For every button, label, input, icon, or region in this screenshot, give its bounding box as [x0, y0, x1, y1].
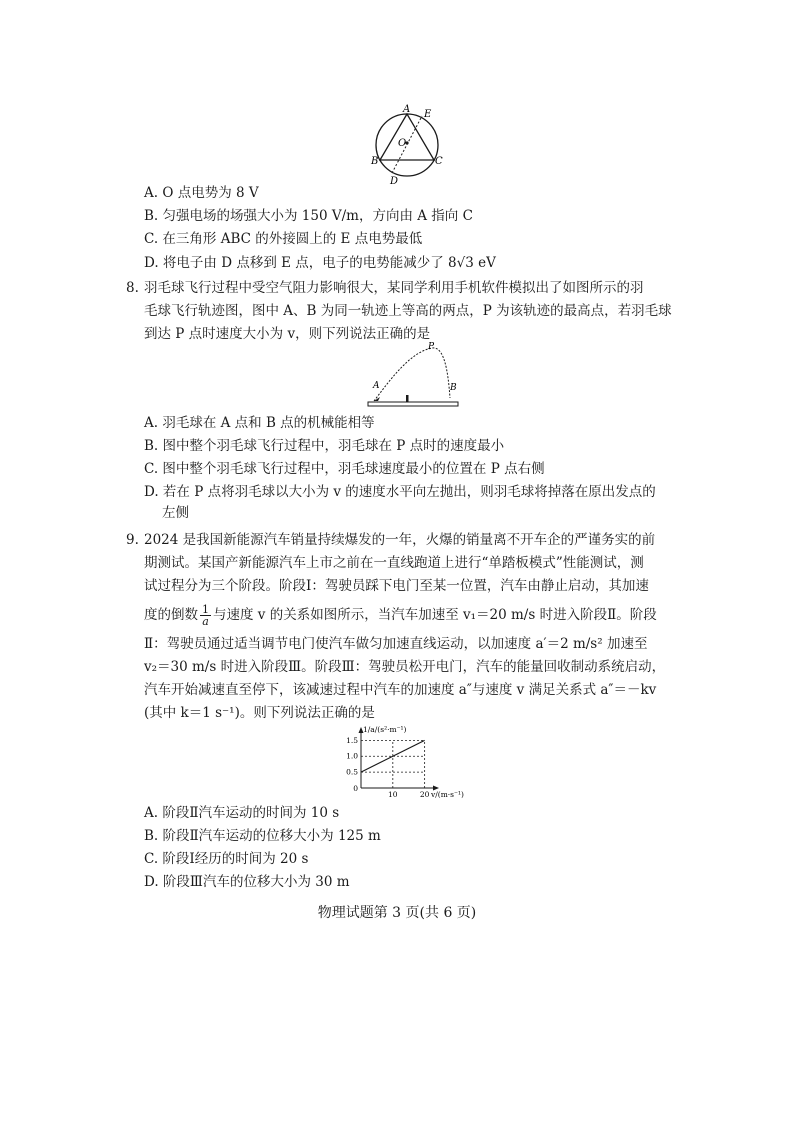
q8-option-a: A. 羽毛球在 A 点和 B 点的机械能相等 — [144, 415, 375, 431]
y-tick-label: 0.5 — [346, 767, 358, 777]
q7-option-d: D. 将电子由 D 点移到 E 点，电子的电势能减少了 8√3 eV — [144, 255, 496, 271]
label-p: P — [428, 342, 435, 352]
q8-option-d-cont-prefix: 左 — [162, 505, 176, 521]
q8-number: 8. — [126, 280, 139, 296]
label-d: D — [390, 176, 399, 187]
q8-option-c: C. 图中整个羽毛球飞行过程中，羽毛球速度最小的位置在 P 点右侧 — [144, 461, 545, 477]
label-e: E — [424, 109, 432, 120]
circle-triangle-figure — [360, 100, 470, 190]
q9-option-c: C. 阶段Ⅰ经历的时间为 20 s — [144, 851, 309, 867]
q9-text-line-8: (其中 k＝1 s⁻¹)。则下列说法正确的是 — [144, 705, 375, 721]
trajectory-curve — [374, 348, 450, 401]
chart-xlabel: v/(m·s⁻¹) — [431, 790, 464, 799]
q9-graph — [335, 722, 475, 800]
y-tick-label: 1.0 — [346, 751, 358, 761]
chart-ticks — [346, 736, 430, 799]
circumcircle — [376, 114, 438, 176]
reciprocal-fraction — [200, 604, 211, 627]
q9-text-line-7: 汽车开始减速直至停下，该减速过程中汽车的加速度 a″与速度 v 满足关系式 a″＝－kv — [144, 682, 657, 698]
q8-option-d-cont — [162, 503, 189, 523]
q8-text-line-3: 到达 P 点时速度大小为 v，则下列说法正确的是 — [144, 326, 431, 342]
q9-text-line-2: 期测试。某国产新能源汽车上市之前在一直线跑道上进行“单踏板模式”性能测试，测 — [144, 555, 644, 571]
label-o: O — [398, 138, 407, 149]
chart-ylabel: 1/a/(s²·m⁻¹) — [363, 725, 407, 734]
fraction-numerator: 1 — [202, 603, 209, 616]
q9-number: 9. — [126, 532, 139, 548]
q7-option-c: C. 在三角形 ABC 的外接圆上的 E 点电势最低 — [144, 231, 423, 247]
chart-guides — [361, 740, 425, 788]
fraction-denominator: a — [202, 615, 209, 628]
y-tick-label: 0 — [353, 784, 358, 793]
q8-option-d-cont-text: 侧 — [175, 505, 189, 521]
q9-option-b: B. 阶段Ⅱ汽车运动的位移大小为 125 m — [144, 828, 381, 844]
q7-option-b: B. 匀强电场的场强大小为 150 V/m，方向由 A 指向 C — [144, 208, 473, 224]
q9-option-d: D. 阶段Ⅲ汽车的位移大小为 30 m — [144, 874, 350, 890]
q9-line4-b: 与速度 v 的关系如图所示，当汽车加速至 v₁＝20 m/s 时进入阶段Ⅱ。阶段 — [213, 607, 657, 623]
trajectory-figure — [360, 340, 470, 410]
net-post — [406, 395, 409, 402]
y-tick-label: 1.5 — [346, 735, 358, 745]
q9-line4-a: 度的倒数 — [144, 607, 198, 623]
ground-plate — [368, 402, 458, 406]
q8-text-line-1: 羽毛球飞行过程中受空气阻力影响很大，某同学利用手机软件模拟出了如图所示的羽 — [144, 280, 644, 296]
label-a: A — [373, 381, 380, 391]
q9-option-a: A. 阶段Ⅱ汽车运动的时间为 10 s — [144, 805, 340, 821]
page-footer: 物理试题第 3 页(共 6 页) — [317, 905, 477, 921]
label-a: A — [403, 104, 411, 115]
x-tick-label: 20 — [419, 790, 430, 799]
q9-text-line-5: Ⅱ：驾驶员通过适当调节电门使汽车做匀加速直线运动，以加速度 a′＝2 m/s² 加速至 — [144, 636, 648, 652]
q8-option-d: D. 若在 P 点将羽毛球以大小为 v 的速度水平向左抛出，则羽毛球将掉落在原出发点的 — [144, 484, 656, 500]
q9-text-line-1: 2024 是我国新能源汽车销量持续爆发的一年，火爆的销量离不开车企的严谨务实的前 — [144, 532, 656, 548]
x-tick-label: 10 — [388, 790, 398, 799]
label-c: C — [435, 156, 443, 167]
q9-text-line-4 — [144, 604, 657, 627]
label-b: B — [450, 383, 457, 393]
label-b: B — [371, 156, 379, 167]
q7-option-a: A. O 点电势为 8 V — [144, 185, 259, 201]
q9-text-line-6: v₂＝30 m/s 时进入阶段Ⅲ。阶段Ⅲ：驾驶员松开电门，汽车的能量回收制动系统启动， — [144, 659, 666, 675]
q8-text-line-2: 毛球飞行轨迹图，图中 A、B 为同一轨迹上等高的两点，P 为该轨迹的最高点，若羽毛球 — [144, 303, 672, 319]
q9-text-line-3: 试过程分为三个阶段。阶段Ⅰ：驾驶员踩下电门至某一位置，汽车由静止启动，其加速 — [144, 578, 649, 594]
q8-option-b: B. 图中整个羽毛球飞行过程中，羽毛球在 P 点时的速度最小 — [144, 438, 505, 454]
